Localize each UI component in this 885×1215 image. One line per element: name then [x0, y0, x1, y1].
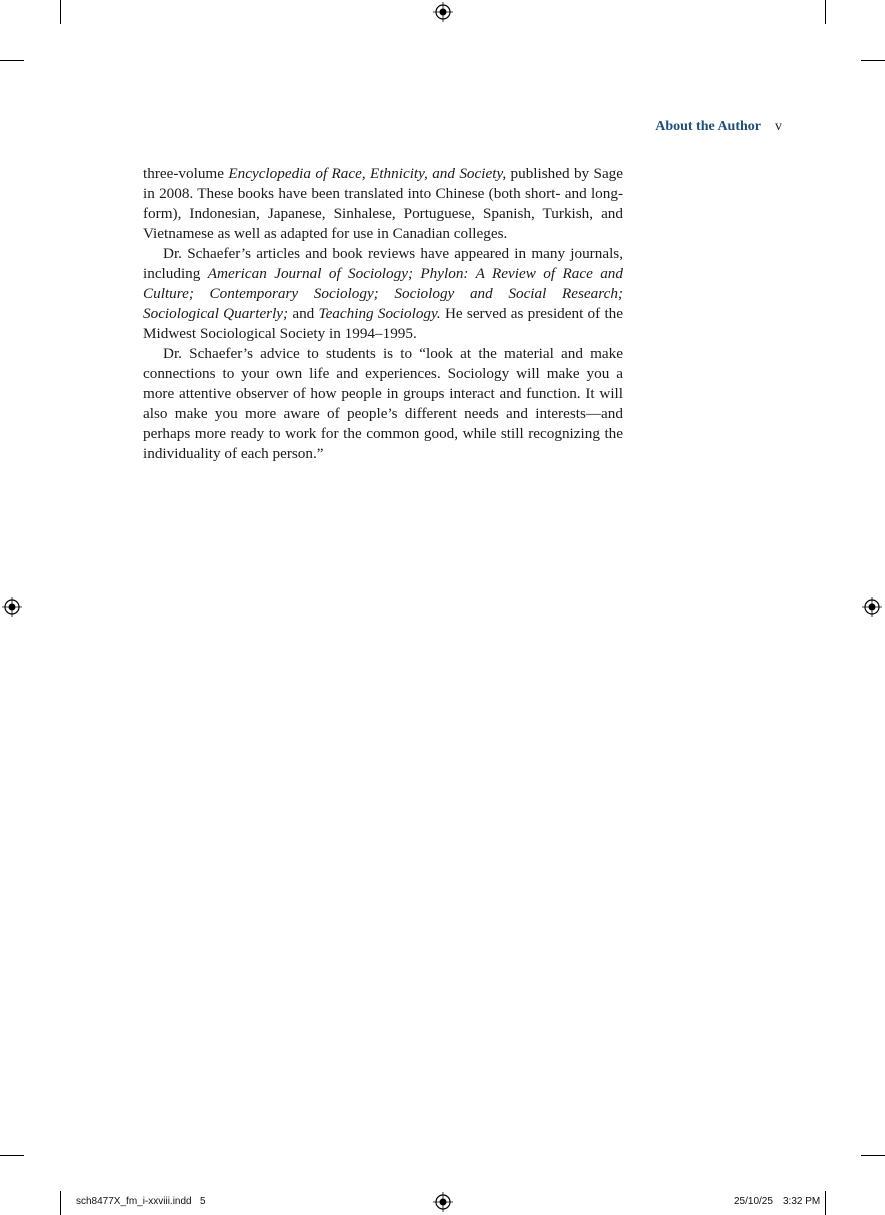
body-text — [143, 164, 623, 464]
registration-mark-icon — [862, 597, 882, 617]
crop-mark-top-right-vertical — [825, 0, 826, 24]
crop-mark-bottom-left-horizontal — [0, 1155, 24, 1156]
text-run: and — [288, 305, 319, 322]
registration-mark-icon — [2, 597, 22, 617]
registration-mark-icon — [433, 2, 453, 22]
text-run-italic: American Journal of Sociology; Phylon: A Review of Race and Culture; Contemporary Sociology; Sociology and Social Research; Sociological Quarterly; — [143, 265, 623, 322]
text-run: Dr. Schaefer’s articles and book reviews have appeared in many journals, including — [143, 245, 623, 282]
paragraph — [143, 244, 623, 344]
text-run: three-volume — [143, 165, 229, 182]
crop-mark-bottom-right-horizontal — [861, 1155, 885, 1156]
crop-mark-bottom-left-vertical — [60, 1191, 61, 1215]
text-run: Dr. Schaefer’s advice to students is to “look at the material and make connections to your own life and experiences. Sociology will make you a more attentive observer of how people in groups interact and function. It will also make you more aware of people’s different needs and interests—and perhaps more ready to work for the common good, while still recognizing the individuality of each person.” — [143, 345, 623, 462]
crop-mark-top-right-horizontal — [861, 60, 885, 61]
paragraph — [143, 344, 623, 464]
running-head — [655, 119, 782, 135]
crop-mark-top-left-vertical — [60, 0, 61, 24]
page-number: v — [775, 119, 782, 134]
registration-mark-icon — [433, 1192, 453, 1212]
crop-mark-bottom-right-vertical — [825, 1191, 826, 1215]
slug-time: 3:32 PM — [783, 1196, 821, 1207]
text-run: published by Sage in 2008. These books have been translated into Chinese (both short- and long-form), Indonesian, Japanese, Sinhalese, Portuguese, Spanish, Turkish, and Vietnamese as well as adapted for use in Canadian colleges. — [143, 165, 624, 242]
paragraph — [143, 164, 623, 244]
crop-mark-top-left-horizontal — [0, 60, 24, 61]
text-run: He served as president of the Midwest Sociological Society in 1994–1995. — [143, 305, 623, 342]
text-run-italic: Encyclopedia of Race, Ethnicity, and Society, — [228, 165, 507, 182]
text-run-italic: Teaching Sociology. — [318, 305, 441, 322]
running-head-title: About the Author — [655, 119, 761, 134]
slug-filename: sch8477X_fm_i-xxviii.indd 5 — [76, 1196, 206, 1207]
slug-date: 25/10/25 — [734, 1196, 773, 1207]
